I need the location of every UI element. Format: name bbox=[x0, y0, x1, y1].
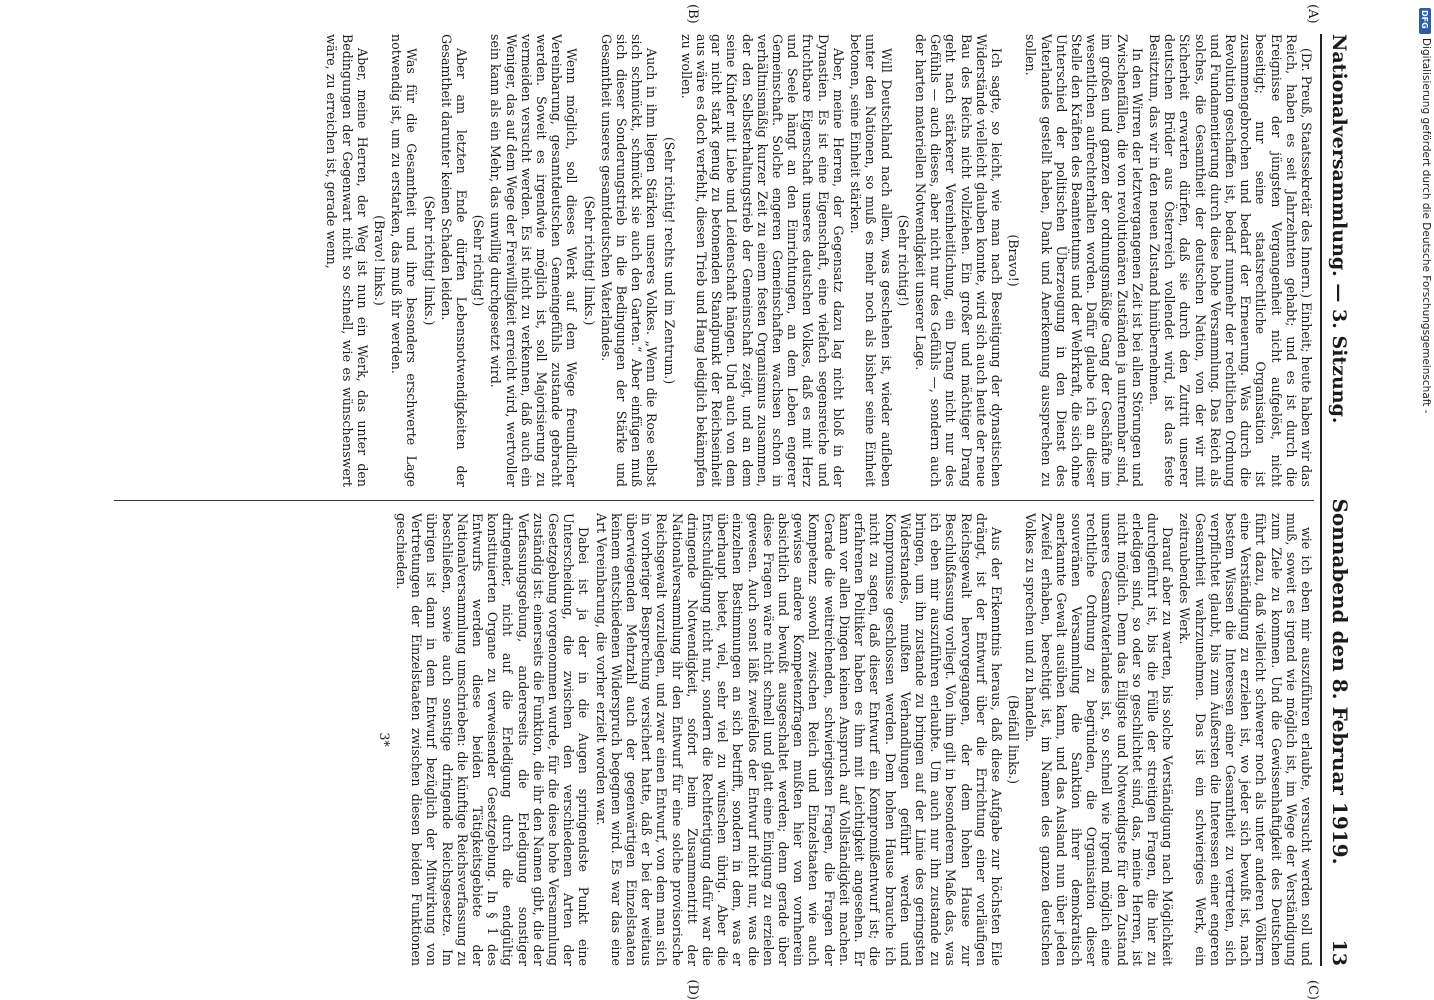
running-title: Nationalversammlung. — 3. Sitzung. bbox=[1328, 34, 1350, 424]
margin-mark-c: (C) bbox=[1305, 979, 1320, 1000]
paragraph: Aus der Erkenntnis heraus, daß diese Aufgabe zur höchsten Eile drängt, ist der Entwurf über die Errichtung einer vorläufigen Reichsgewalt hervorgegangen, der dem hohen Hause zur Beschlußfassung vorliegt. Von ihm gilt in besonderem Maße das, was ich eben mir auszuführen erlaubte. Um auch nur ihn zustande zu bringen, um ihn zustande zu bringen auf der Linie des geringsten Widerstandes, mußten Verhandlungen geführt werden und Kompromisse geschlossen werden. Dem hohen Hause brauche ich nicht zu sagen, daß dieser Entwurf ein Kompromißentwurf ist; die erfahrenen Politiker haben es ihm mit Leichtigkeit angesehen. Er kann vor allen Dingen keinen Anspruch auf Vollständigkeit machen. Gerade die weitreichenden, schwierigsten Fragen, die Fragen der Kompetenz sowohl zwischen Reich und Einzelstaaten wie auch gewisse andere Kompetenzfragen mußten hier von vornherein absichtlich und bewußt ausgeschaltet werden; denn gerade über diese Fragen wäre nicht schnell und glatt eine Einigung zu erzielen gewesen. Auch sonst läßt zweifellos der Entwurf nicht nur, was die einzelnen Bestimmungen an sich betrifft, sondern in dem, was er überhaupt bietet, viel, sehr viel zu wünschen übrig. Aber die Entschuldigung nicht nur, sondern die Rechtfertigung dafür war die dringende Notwendigkeit, sofort beim Zusammentritt der Nationalversammlung ihr den Entwurf für eine solche provisorische Reichsgewalt vorzulegen, und zwar einen Entwurf, von dem man sich in vorheriger Besprechung versichert hatte, daß er bei der weitaus überwiegenden Mehrzahl auch der gegenwärtigen Einzelstaaten keinem entschiedenen Widerspruch begegnen wird. Es war das eine Art Vereinbarung, die vorher erzielt worden war. bbox=[593, 513, 1004, 966]
paragraph: In den Wirren der letztvergangenen Zeit ist bei allen Störungen und Zwischenfällen, die von revolutionären Zuständen ja untrennbar sind, im großen und ganzen der ordnungsmäßige Gang der Geschäfte im wesentlichen aufrechterhalten worden. Dafür glaube ich an dieser Stelle den Kräften des Beamtentums und der Wehrkraft, die sich ohne Unterschied der politischen Überzeugung in den Dienst des Vaterlandes gestellt haben, Dank und Anerkennung aussprechen zu sollen. bbox=[1023, 34, 1145, 487]
interjection: (Sehr richtig!) bbox=[895, 214, 911, 307]
interjection: (Beifall links.) bbox=[1006, 694, 1022, 785]
paragraph: Will Deutschland nach allem, was geschehen ist, wieder aufleben unter den Nationen, so muß es mehr noch als bisher seine Einheit betonen, seine Einheit stärken. bbox=[848, 34, 894, 487]
session-date: Sonnabend den 8. Februar 1919. bbox=[1328, 498, 1352, 865]
interjection: (Sehr richtig!) bbox=[471, 214, 487, 307]
paragraph: Aber am letzten Ende dürfen Lebensnotwendigkeiten der Gesamtheit darunter keinen Schaden leiden. bbox=[438, 34, 470, 487]
paragraph: Dabei ist ja der in die Augen springendste Punkt eine Unterscheidung, die zwischen den verschiedenen Arten der Gesetzgebung vorgenommen wurde, für die diese hohe Versammlung zuständig ist: einerseits die Funktion, die ihr den Namen gibt, die der Verfassungsgebung, andererseits die Erledigung sonstiger dringender, nicht auf die Erledigung durch die endgültig konstituierten Organe zu verweisender Gesetzgebung. In § 1 des Entwurfs werden diese beiden Tätigkeitsgebiete der Nationalversammlung umschrieben: die künftige Reichsverfassung zu beschließen, sowie auch sonstige dringende Reichsgesetze. Im übrigen ist dann in dem Entwurf bezüglich der Mitwirkung von Vertretungen der Einzelstaaten zwischen diesen beiden Funktionen geschieden. bbox=[394, 513, 592, 966]
interjection: 3* bbox=[376, 732, 392, 747]
interjection: (Bravo!) bbox=[1006, 234, 1022, 287]
right-column bbox=[114, 513, 1314, 966]
paragraph: Auch in ihm liegen Stärken unseres Volkes. „Wenn die Rose selbst sich schmückt, schmückt sie auch den Garten.“ Aber einfügen muß sich dieser Sonderungstrieb in die Bedingungen der Stärke und Gesamtheit unseres gesamtdeutschen Vaterlandes. bbox=[598, 34, 660, 487]
paragraph: Was für die Gesamtheit und ihre besonders erschwerte Lage notwendig ist, um zu erstarken, das muß ihr werden. bbox=[389, 34, 420, 487]
page-number: 13 bbox=[1328, 939, 1350, 966]
dfg-logo: DFG bbox=[1419, 8, 1431, 34]
interjection: (Sehr richtig! links.) bbox=[421, 195, 437, 326]
interjection: (Sehr richtig! rechts und im Zentrum.) bbox=[661, 136, 677, 385]
column-divider bbox=[114, 500, 1314, 501]
credit-text: Digitalisierung gefördert durch die Deutsche Forschungsgemeinschaft - bbox=[1420, 38, 1432, 414]
margin-mark-d: (D) bbox=[685, 979, 700, 1000]
interjection: (Sehr richtig! links.) bbox=[581, 195, 597, 326]
paragraph: wie ich eben mir auszuführen erlaubte, versucht werden soll und muß, soweit es irgend wie möglich ist, im Wege der Verständigung zum Ziele zu kommen. Und die Gewissenhaftigkeit des Deutschen führt dazu, daß vielleicht schwerer noch als unter anderen Völkern eine Verständigung zu erzielen ist, wo jeder sich bewußt ist, nach bestem Wissen die Interessen einer Gesamtheit zu vertreten, sich verpflichtet glaubt, bis zum Äußersten die Interessen einer engeren Gesamtheit wahrzunehmen. Das ist ein schwieriges Werk, ein zeitraubendes Werk. bbox=[1177, 513, 1314, 966]
interjection: (Bravo! links.) bbox=[372, 215, 388, 306]
paragraph: Darauf aber zu warten, bis solche Verständigung nach Möglichkeit durchgeführt ist, bis die Fülle der streitigen Fragen, die hier zu erledigen sind, so oder so geschlichtet sind, das, meine Herren, ist nicht möglich. Denn das Eiligste und Notwendigste für den Zustand unseres Gesamtvaterlandes ist, so schnell wie irgend möglich eine rechtliche Ordnung zu begründen, die Organisation dieser souveränen Versammlung die Sanktion ihrer demokratisch anerkannte Gewalt ausüben kann, und das Ausland nun über jeden Zweifel erhaben, berechtigt ist, im Namen des ganzen deutschen Volkes zu sprechen und zu handeln. bbox=[1023, 513, 1176, 966]
left-column bbox=[114, 34, 1314, 487]
paragraph: Wenn möglich, soll dieses Werk auf dem Wege freundlicher Vereinbarung, gesamtdeutschen Gemeingefühls zustande gebracht werden. Soweit es irgendwie möglich ist, soll Majorisierung zu vermeiden versucht werden. Es ist nicht zu verkennen, daß auch ein Weniger, das auf dem Wege der Freiwilligkeit erreicht wird, wertvoller sein kann als ein Mehr, das unwillig durchgesetzt wird. bbox=[488, 34, 580, 487]
paragraph: Aber, meine Herren, der Gegensatz dazu lag nicht bloß in der Dynastien. Es ist eine Eigenschaft, eine vielfach segensreiche und fruchtbare Eigenschaft unseres deutschen Volkes, daß es mit Herz und Seele hängt an den Einrichtungen, an dem Leben engerer Gemeinschaft. Solche engeren Gemeinschaften wachsen schon in verhältnismäßig kurzer Zeit zu einem festen Organismus zusammen, der den Selbsterhaltungstrieb der Gemeinschaft zeigt, und an dem seine Kinder mit Liebe und Leidenschaft hängen. Und auch von dem gar nicht stark genug zu betonenden Standpunkt der Reichseinheit aus wäre es doch verfehlt, diesen Trieb und Hang lediglich bekämpfen zu wollen. bbox=[678, 34, 846, 487]
paragraph: Aber, meine Herren, der Weg ist nun ein Werk, das unter den Bedingungen der Gegenwart nicht so schnell, wie es wünschenswert wäre, zu erreichen ist, gerade wenn, bbox=[324, 34, 370, 487]
page-header bbox=[1320, 34, 1352, 966]
text-columns bbox=[114, 34, 1314, 966]
margin-mark-b: (B) bbox=[685, 4, 700, 24]
paragraph: (Dr. Preuß, Staatssekretär des Innern.) Einheit; heute haben wir das Reich, haben es seit Jahrzehnten gehabt; und es ist durch die Ereignisse der jüngsten Vergangenheit nicht aufgelöst, nicht beseitigt; nur seine staatsrechtliche Organisation ist zusammengebrochen und bedarf der Erneuerung. Was durch die Revolution geschaffen ist, bedarf nunmehr der rechtlichen Ordnung und Fundamentierung durch diese hohe Versammlung. Das Reich als solches, die Gesamtheit der deutschen Nation, von der wir mit Sicherheit erwarten dürfen, daß sie durch den Zutritt unserer deutschen Brüder aus Österreich vollendet wird, ist das feste Besitztum, das wir in den neuen Zustand hinübernehmen. bbox=[1146, 34, 1314, 487]
paragraph: Ich sagte, so leicht, wie man nach Beseitigung der dynastischen Widerstände vielleicht glauben konnte, wird sich auch heute der neue Bau des Reichs nicht vollziehen. Ein großer und mächtiger Drang geht nach stärkerer Vereinheitlichung, ein Drang nicht nur des Gefühls — auch dieses, aber nicht nur des Gefühls —, sondern auch der harten materiellen Notwendigkeit unserer Lage. bbox=[912, 34, 1004, 487]
margin-mark-a: (A) bbox=[1305, 4, 1320, 24]
document-page bbox=[70, 0, 1360, 1000]
digitization-credit bbox=[1420, 8, 1432, 988]
